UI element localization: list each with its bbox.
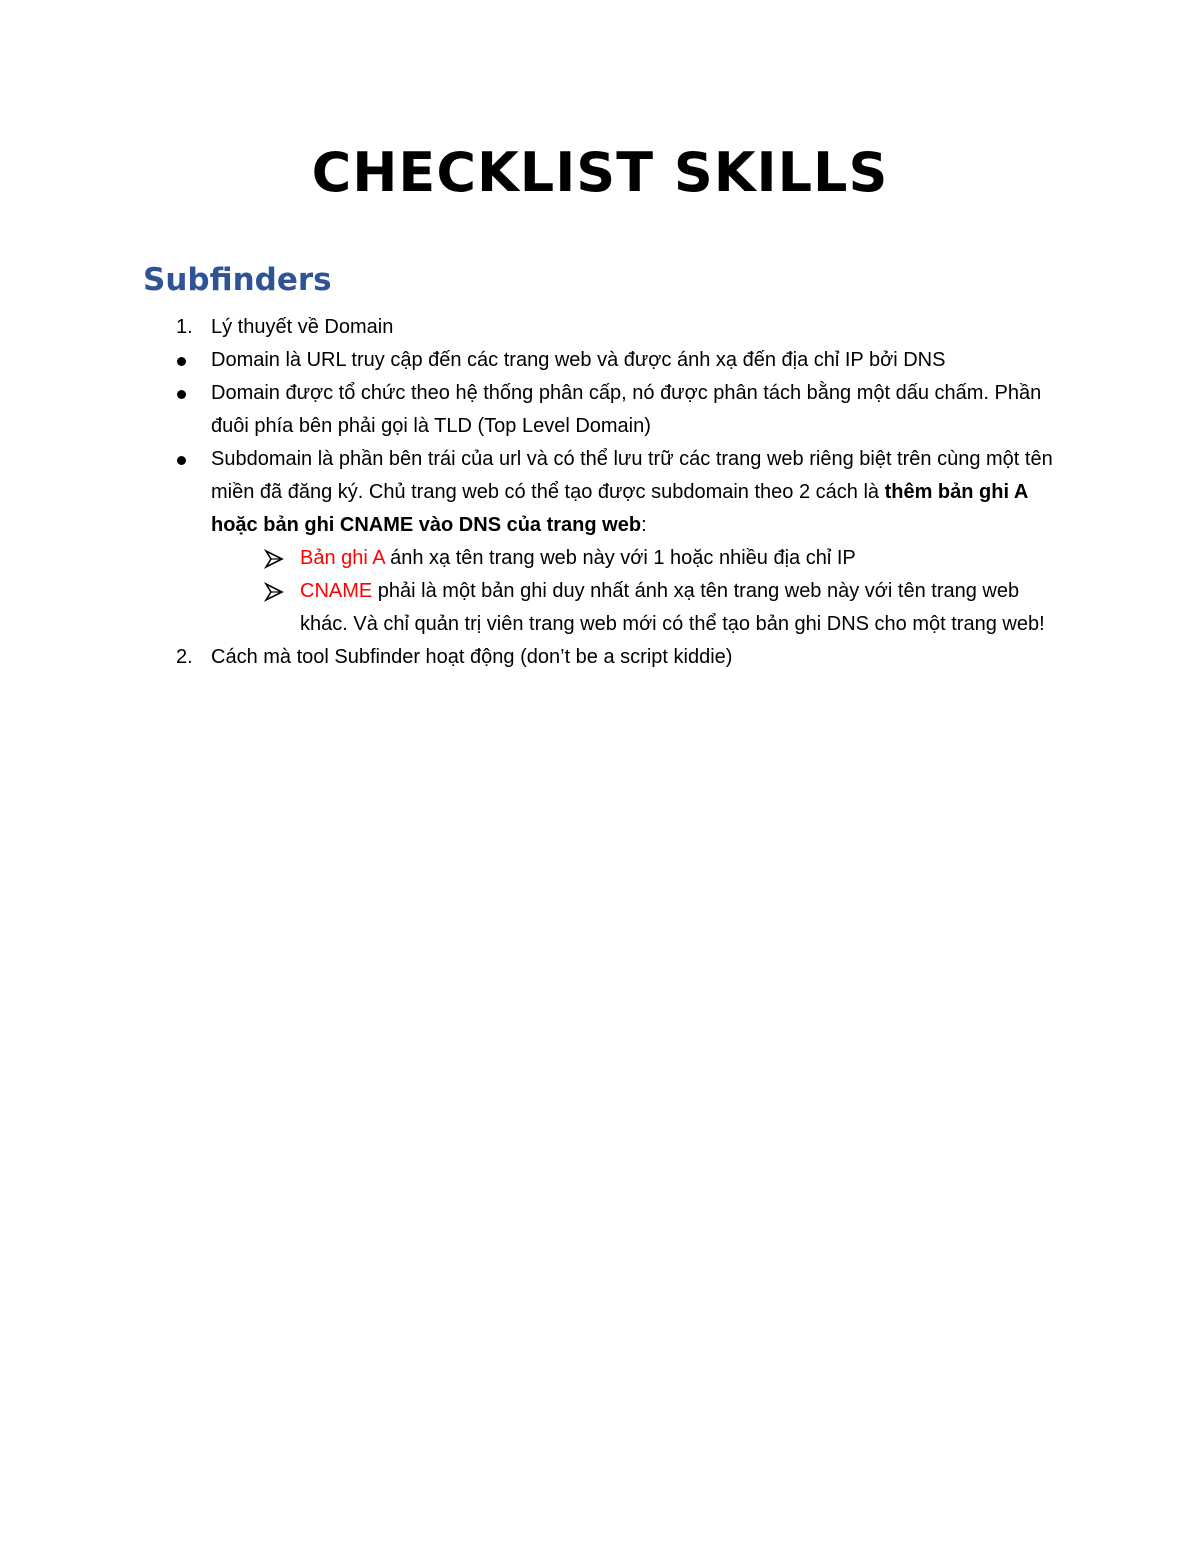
list-item-text-plain: Subdomain là phần bên trái của url và có thể lưu trữ các trang web riêng biệt trên cùng một tên miền đã đăng ký. Chủ trang web có thể tạo được subdomain theo 2 cách là — [211, 448, 1053, 503]
list-item — [0, 311, 1200, 344]
sub-list-item — [0, 575, 1200, 641]
list-item-text: Cách mà tool Subfinder hoạt động (don’t be a script kiddie) — [211, 646, 733, 668]
list-item — [0, 641, 1200, 674]
highlight-term: CNAME — [300, 580, 373, 602]
checklist-content — [0, 311, 1200, 674]
list-item — [0, 344, 1200, 377]
sub-list-item — [0, 542, 1200, 575]
list-item-text: Domain là URL truy cập đến các trang web và được ánh xạ đến địa chỉ IP bởi DNS — [211, 349, 946, 371]
sub-list-item-rest: ánh xạ tên trang web này với 1 hoặc nhiều địa chỉ IP — [384, 547, 856, 569]
list-item-text — [211, 443, 1061, 542]
section-heading: Subfinders — [143, 262, 332, 298]
numbered-marker: 2. — [176, 646, 193, 668]
sub-list-item-text — [300, 575, 1060, 641]
list-item-text: Lý thuyết về Domain — [211, 316, 394, 338]
list-item — [0, 377, 1200, 443]
bullet-icon — [177, 456, 186, 465]
highlight-term: Bản ghi A — [300, 547, 385, 569]
sub-list-item-text — [300, 542, 1060, 575]
numbered-marker: 1. — [176, 316, 193, 338]
arrowhead-right-icon — [264, 582, 284, 602]
document-title: CHECKLIST SKILLS — [311, 141, 889, 204]
arrowhead-right-icon — [264, 549, 284, 569]
list-item-text-bold: thêm bản ghi A hoặc bản ghi CNAME vào DNS của trang web — [211, 481, 1028, 536]
bullet-icon — [177, 390, 186, 399]
list-item-text: Domain được tổ chức theo hệ thống phân cấp, nó được phân tách bằng một dấu chấm. Phần đuôi phía bên phải gọi là TLD (Top Level Domain) — [211, 382, 1042, 437]
list-item — [0, 443, 1200, 542]
sub-list-item-rest: phải là một bản ghi duy nhất ánh xạ tên trang web này với tên trang web khác. Và chỉ quản trị viên trang web mới có thể tạo bản ghi DNS cho một trang web! — [300, 580, 1045, 635]
list-item-text-tail: : — [641, 514, 647, 536]
bullet-icon — [177, 357, 186, 366]
